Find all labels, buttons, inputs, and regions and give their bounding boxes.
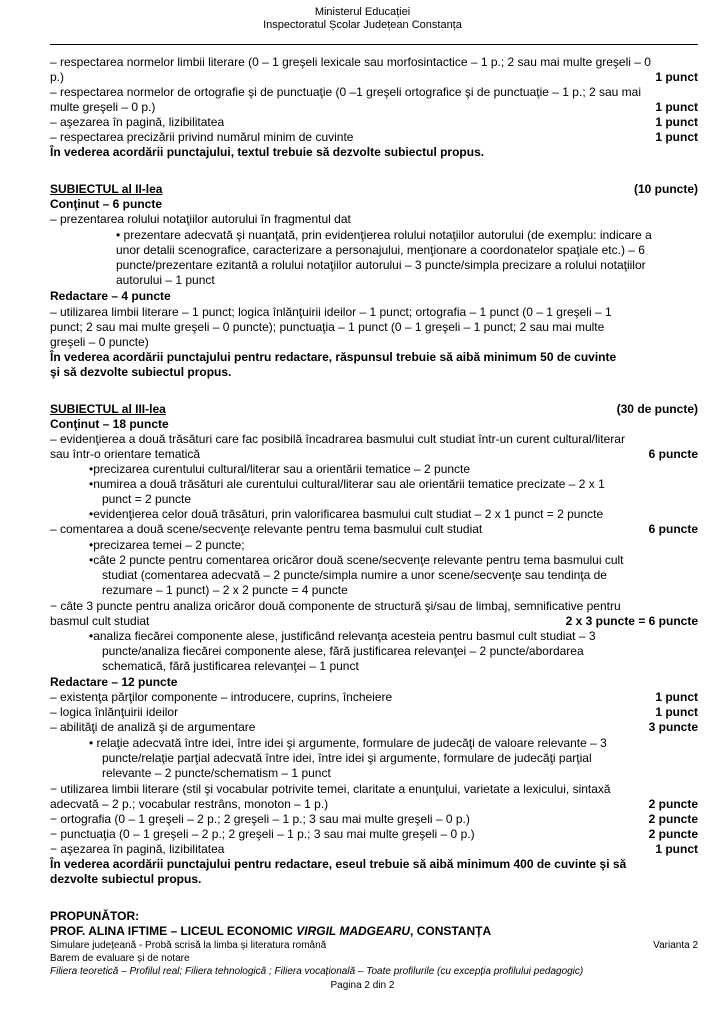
s3-redactare-heading: Redactare – 12 puncte [50,675,178,689]
s2-points: (10 puncte) [633,182,698,196]
s3-line: − câte 3 puncte pentru analiza oricăror două componente de structură şi/sau de limbaj, semnificative pentru [50,599,621,613]
s1-line: – respectarea normelor de ortografie şi de punctuaţie (0 –1 greşeli ortografice şi de punctuaţie – 1 p.; 2 sau mai [50,85,642,99]
s3-line: punct = 2 puncte [102,492,192,506]
s3-note: dezvolte subiectul propus. [50,872,202,886]
s3-line: − ortografia (0 – 1 greşeli – 2 p.; 2 greşeli – 1 p.; 3 sau mai multe greşeli – 0 p.) 2 puncte [50,812,698,826]
s2-line: autorului – 1 punct [116,273,215,287]
s3-line: •analiza fiecărei componente alese, justificând relevanţa acesteia pentru basmul cult studiat – 3 [89,629,596,643]
s3-line: puncte/relaţie parţial adecvată între idei, între idei şi argumente, formulare de judecăţi parţial [102,751,592,765]
score: 1 punct [655,842,698,856]
s3-line: relevante – 2 puncte/schematism – 1 punct [102,766,331,780]
s3-line: − punctuaţia (0 – 1 greşeli – 2 p.; 2 greşeli – 1 p.; 3 sau mai multe greşeli – 0 p.) 2 puncte [50,827,698,841]
author-name: PROF. ALINA IFTIME – LICEUL ECONOMIC VIRGIL MADGEARU, CONSTANȚA [50,924,492,938]
s3-line: – abilităţi de analiză şi de argumentare 3 puncte [50,720,698,734]
footer-variant: Varianta 2 [653,940,698,951]
s3-points: (30 de puncte) [616,402,698,416]
author-label: PROPUNĂTOR: [50,909,140,923]
s3-line: rezumare – 1 punct) – 2 x 2 puncte = 4 puncte [102,583,348,597]
score: 2 puncte [648,827,698,841]
s3-line: − utilizarea limbii literare (stil şi vocabular potrivite temei, claritate a enunţului, varietate a lexicului, sintaxă [50,782,611,796]
s1-line: – aşezarea în pagină, lizibilitatea 1 punct [50,115,698,129]
s3-line: – existenţa părţilor componente – introducere, cuprins, încheiere 1 punct [50,690,698,704]
score: 6 puncte [648,522,698,536]
s2-line: puncte/prezentare ezitantă a rolului notaţiilor autorului – 3 puncte/simpla precizare a rolului notaţiilor [116,258,646,272]
s3-line: sau într-o orientare tematică 6 puncte [50,447,698,461]
score: 2 puncte [648,797,698,811]
s3-continut-heading: Conţinut – 18 puncte [50,417,169,431]
score: 2 puncte [648,812,698,826]
s3-line: – logica înlănţuirii ideilor 1 punct [50,705,698,719]
header-divider [50,44,698,45]
s2-redactare-heading: Redactare – 4 puncte [50,289,171,303]
footer-barem: Barem de evaluare și de notare [50,953,190,964]
s3-line: basmul cult studiat 2 x 3 puncte = 6 puncte [50,614,698,628]
header-ministry: Ministerul Educației [314,6,411,18]
s2-line: – utilizarea limbii literare – 1 punct; logica înlănţuirii ideilor – 1 punct; ortografia – 1 punct (0 – 1 greşeli – 1 [50,305,612,319]
score: 1 punct [655,130,698,144]
score: 1 punct [655,705,698,719]
s3-line: adecvată – 2 p.; vocabular restrâns, monoton – 1 p.) 2 puncte [50,797,698,811]
s1-line: multe greşeli – 0 p.) 1 punct [50,100,698,114]
s3-line: •precizarea temei – 2 puncte; [89,538,245,552]
score: 1 punct [655,690,698,704]
s3-note: În vederea acordării punctajului pentru redactare, eseul trebuie să aibă minimum 400 de cuvinte şi să [50,857,627,871]
s2-line: • prezentare adecvată şi nuanţată, prin evidenţierea rolului notaţiilor autorului (de exemplu: indicare a [116,228,652,242]
score: 6 puncte [648,447,698,461]
s3-line: schematică, fără justificarea relevanţei – 1 punct [102,659,359,673]
s2-line: – prezentarea rolului notaţiilor autorului în fragmentul dat [50,212,351,226]
s3-line: • relaţie adecvată între idei, între idei şi argumente, formulare de judecăţi de valoare relevante – 3 [89,736,607,750]
score: 3 puncte [648,720,698,734]
s2-line: greşeli – 0 puncte) [50,335,149,349]
s3-line: – evidenţierea a două trăsături care fac posibilă încadrarea basmului cult studiat într-un curent cultural/literar [50,432,625,446]
score: 1 punct [655,115,698,129]
s1-line: – respectarea precizării privind numărul minim de cuvinte 1 punct [50,130,698,144]
footer-filiera: Filiera teoretică – Profilul real; Filiera tehnologică ; Filiera vocațională – Toate profilurile (cu excepția profilului pedagogic) [50,966,584,977]
s2-continut-heading: Conţinut – 6 puncte [50,197,162,211]
s2-note: şi să dezvolte subiectul propus. [50,365,232,379]
s1-note: În vederea acordării punctajului, textul trebuie să dezvolte subiectul propus. [50,145,485,159]
score: 1 punct [655,100,698,114]
s3-line: •evidenţierea celor două trăsături, prin valorificarea basmului cult studiat – 2 x 1 punct = 2 puncte [89,507,604,521]
s3-line: puncte/analiza fiecărei componente alese, fără justificarea relevanţei – 2 puncte/abordarea [102,644,584,658]
s3-line: − aşezarea în pagină, lizibilitatea 1 punct [50,842,698,856]
s1-line: p.) 1 punct [50,70,698,84]
s3-line: •numirea a două trăsături ale curentului cultural/literar sau ale orientării tematice precizate – 2 x 1 [89,477,605,491]
footer-page-number: Pagina 2 din 2 [330,980,395,991]
s3-line: – comentarea a două scene/secvenţe relevante pentru tema basmului cult studiat 6 puncte [50,522,698,536]
score: 2 x 3 puncte = 6 puncte [565,614,698,628]
score: 1 punct [655,70,698,84]
s2-line: unor detalii scenografice, caracterizare a personajului, menţionare a coordonatelor spaţiale etc.) – 6 [116,243,645,257]
s2-title: SUBIECTUL al II-lea (10 puncte) [50,182,698,196]
s3-line: studiat (comentarea adecvată – 2 puncte/simpla numire a unor scene/secvenţe sau tendinţa de [102,568,607,582]
footer-exam: Simulare județeană - Probă scrisă la limba și literatura română [50,940,327,951]
s2-note: În vederea acordării punctajului pentru redactare, răspunsul trebuie să aibă minimum 50 de cuvinte [50,350,617,364]
s3-line: •câte 2 puncte pentru comentarea oricăror două scene/secvenţe relevante pentru tema basmului cult [89,553,624,567]
header-inspectorate: Inspectoratul Școlar Județean Constanța [263,19,462,31]
s3-line: •precizarea curentului cultural/literar sau a orientării tematice – 2 puncte [89,462,471,476]
s2-line: punct; 2 sau mai multe greşeli – 0 puncte); punctuaţia – 1 punct (0 – 1 greşeli – 1 punct; 2 sau mai multe [50,320,605,334]
s3-title: SUBIECTUL al III-lea (30 de puncte) [50,402,698,416]
s1-line: – respectarea normelor limbii literare (0 – 1 greşeli lexicale sau morfosintactice – 1 p.; 2 sau mai multe greşeli – 0 [50,55,651,69]
